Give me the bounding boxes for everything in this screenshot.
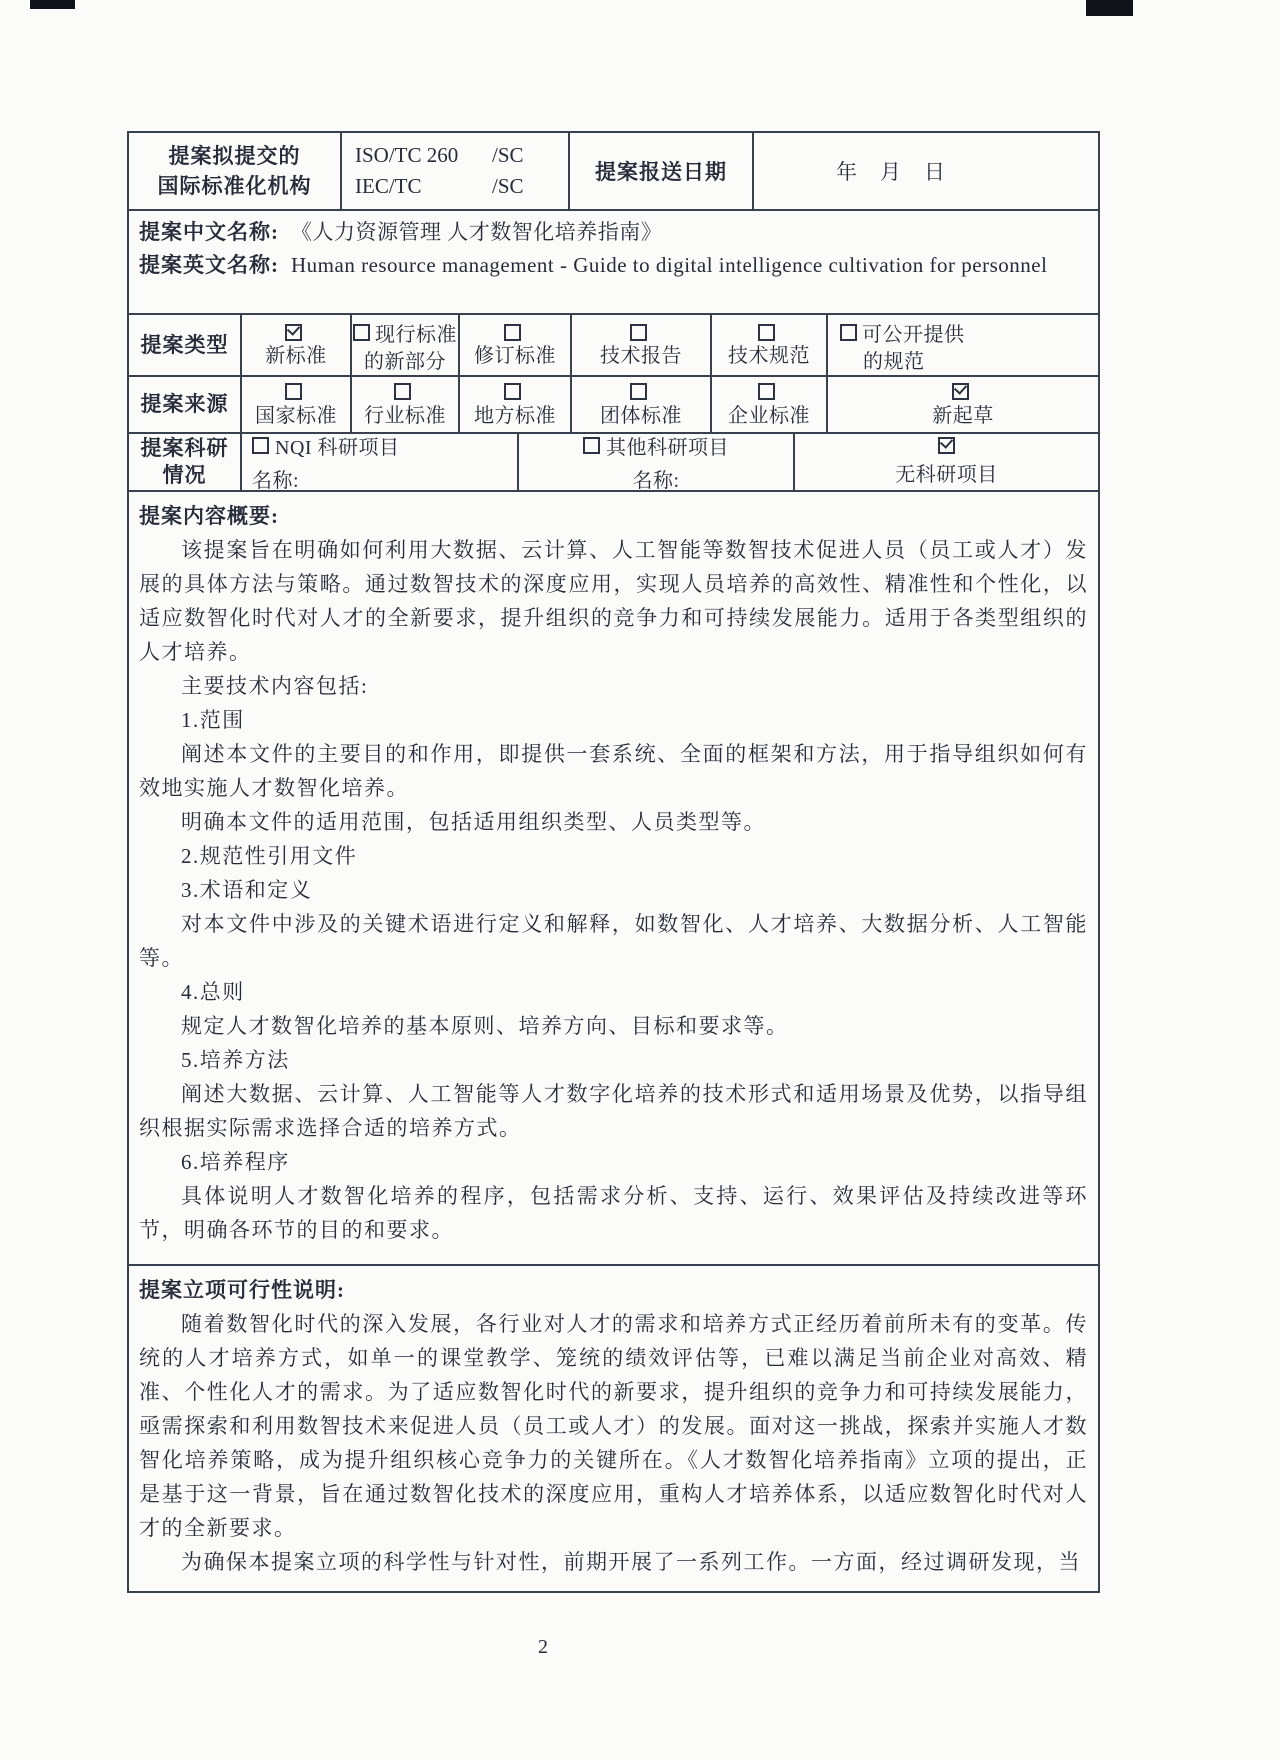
checkbox-local-standard[interactable]: [504, 383, 521, 400]
feasibility-title: 提案立项可行性说明:: [139, 1278, 345, 1302]
english-name-line: [139, 249, 1088, 282]
proposal-source-row: [129, 377, 1098, 434]
feasibility-section: [129, 1266, 1098, 1591]
nqi-project-name-label: 名称:: [252, 470, 300, 492]
proposal-type-label: 提案类型: [129, 315, 242, 375]
submit-date-value: 年 月 日: [836, 160, 946, 184]
option-public-spec: 可公开提供 的规范: [828, 315, 1098, 375]
checkbox-technical-report[interactable]: [630, 324, 647, 341]
tc-numbers-cell: [342, 133, 570, 209]
checkbox-newly-drafted[interactable]: [952, 383, 969, 400]
chinese-name-value: 《人力资源管理 人才数智化培养指南》: [291, 220, 663, 244]
scan-artifact-top-right: [1086, 0, 1133, 16]
checkbox-public-spec[interactable]: [840, 324, 857, 341]
nqi-project-cell: NQI 科研项目 名称:: [242, 434, 519, 490]
page-number: 2: [538, 1636, 548, 1658]
checkbox-technical-spec[interactable]: [758, 324, 775, 341]
chinese-name-line: [139, 216, 1088, 249]
research-status-label: 提案科研 情况: [129, 434, 242, 490]
option-new-standard: 新标准: [242, 315, 352, 375]
no-project-cell: 无科研项目: [795, 434, 1098, 490]
option-revised-standard: 修订标准: [460, 315, 572, 375]
feasibility-paragraph: 为确保本提案立项的科学性与针对性，前期开展了一系列工作。一方面，经过调研发现，当: [181, 1550, 1081, 1574]
summary-paragraph: 阐述大数据、云计算、人工智能等人才数字化培养的技术形式和适用场景及优势，以指导组织根据实际需求选择合适的培养方式。: [139, 1082, 1088, 1140]
english-name-label: 提案英文名称:: [139, 253, 279, 277]
checkbox-group-standard[interactable]: [630, 383, 647, 400]
summary-paragraph: 对本文件中涉及的关键术语进行定义和解释，如数智化、人才培养、大数据分析、人工智能等。: [139, 912, 1088, 970]
iec-tc-value: IEC/TC: [355, 174, 422, 198]
header-row: [129, 133, 1098, 211]
checkbox-no-project[interactable]: [938, 437, 955, 454]
option-national-standard: 国家标准: [242, 377, 352, 432]
scan-artifact-top-left: [30, 0, 75, 9]
feasibility-paragraph: 随着数智化时代的深入发展，各行业对人才的需求和培养方式正经历着前所未有的变革。传统的人才培养方式，如单一的课堂教学、笼统的绩效评估等，已难以满足当前企业对高效、精准、个性化人才的需求。为了适应数智化时代的新要求，提升组织的竞争力和可持续发展能力，亟需探索和利用数智技术来促进人员（员工或人才）的发展。面对这一挑战，探索并实施人才数智化培养策略，成为提升组织核心竞争力的关键所在。《人才数智化培养指南》立项的提出，正是基于这一背景，旨在通过数智化技术的深度应用，重构人才培养体系，以适应数智化时代对人才的全新要求。: [139, 1312, 1088, 1540]
summary-paragraph: 主要技术内容包括:: [181, 674, 369, 698]
summary-paragraph: 6.培养程序: [181, 1150, 290, 1174]
iec-sc-value: /SC: [492, 174, 524, 198]
option-newly-drafted: 新起草: [828, 377, 1098, 432]
research-status-row: [129, 434, 1098, 492]
summary-paragraph: 该提案旨在明确如何利用大数据、云计算、人工智能等数智技术促进人员（员工或人才）发展的具体方法与策略。通过数智技术的深度应用，实现人员培养的高效性、精准性和个性化，以适应数智化时代对人才的全新要求，提升组织的竞争力和可持续发展能力。适用于各类型组织的人才培养。: [139, 538, 1088, 664]
proposal-form-table: [127, 131, 1100, 1593]
option-technical-spec: 技术规范: [712, 315, 828, 375]
summary-paragraph: 3.术语和定义: [181, 878, 313, 902]
org-label-line2: 国际标准化机构: [157, 174, 312, 198]
chinese-name-label: 提案中文名称:: [139, 220, 279, 244]
option-new-part: 现行标准 的新部分: [352, 315, 460, 375]
summary-paragraph: 规定人才数智化培养的基本原则、培养方向、目标和要求等。: [181, 1014, 789, 1038]
checkbox-enterprise-standard[interactable]: [758, 383, 775, 400]
summary-paragraph: 明确本文件的适用范围，包括适用组织类型、人员类型等。: [181, 810, 766, 834]
submit-date-label: 提案报送日期: [570, 133, 754, 209]
iso-tc-line: [355, 140, 568, 171]
other-project-name-label: 名称:: [632, 470, 680, 492]
summary-paragraph: 4.总则: [181, 980, 245, 1004]
iec-tc-line: [355, 171, 568, 202]
checkbox-new-part[interactable]: [353, 324, 370, 341]
checkbox-new-standard[interactable]: [285, 324, 302, 341]
option-enterprise-standard: 企业标准: [712, 377, 828, 432]
org-label-cell: [129, 133, 342, 209]
option-local-standard: 地方标准: [460, 377, 572, 432]
proposal-type-row: [129, 315, 1098, 377]
proposal-source-label: 提案来源: [129, 377, 242, 432]
english-name-value: Human resource management - Guide to digital intelligence cultivation for personnel: [291, 253, 1048, 277]
summary-paragraph: 5.培养方法: [181, 1048, 290, 1072]
summary-paragraph: 1.范围: [181, 708, 245, 732]
other-project-cell: 其他科研项目 名称:: [519, 434, 795, 490]
iso-sc-value: /SC: [492, 143, 524, 167]
option-group-standard: 团体标准: [572, 377, 712, 432]
checkbox-national-standard[interactable]: [285, 383, 302, 400]
option-technical-report: 技术报告: [572, 315, 712, 375]
option-industry-standard: 行业标准: [352, 377, 460, 432]
iso-tc-value: ISO/TC 260: [355, 143, 459, 167]
summary-paragraph: 2.规范性引用文件: [181, 844, 358, 868]
checkbox-nqi-project[interactable]: [252, 437, 269, 454]
summary-paragraph: 具体说明人才数智化培养的程序，包括需求分析、支持、运行、效果评估及持续改进等环节，明确各环节的目的和要求。: [139, 1184, 1088, 1242]
summary-paragraph: 阐述本文件的主要目的和作用，即提供一套系统、全面的框架和方法，用于指导组织如何有效地实施人才数智化培养。: [139, 742, 1088, 800]
summary-section: [129, 492, 1098, 1266]
checkbox-industry-standard[interactable]: [394, 383, 411, 400]
summary-title: 提案内容概要:: [139, 504, 279, 528]
names-row: [129, 211, 1098, 315]
org-label-line1: 提案拟提交的: [168, 144, 301, 168]
checkbox-revised-standard[interactable]: [504, 324, 521, 341]
checkbox-other-project[interactable]: [583, 437, 600, 454]
